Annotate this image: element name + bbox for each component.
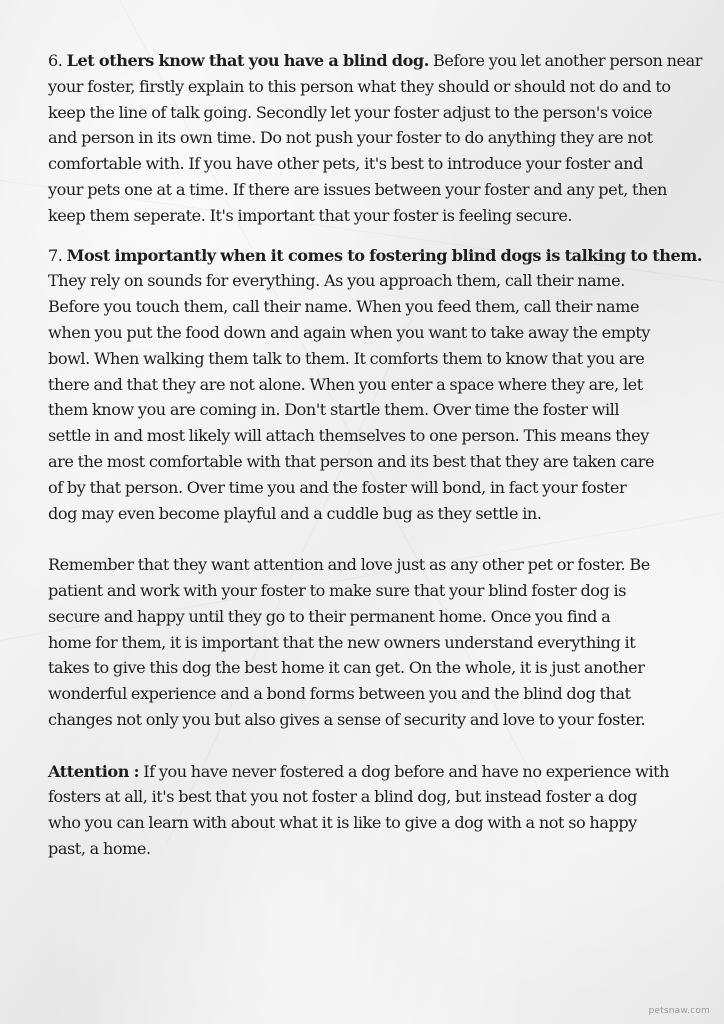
paragraph-gap xyxy=(48,229,724,243)
paragraph-line: home for them, it is important that the new owners understand everything it xyxy=(48,632,636,652)
paragraph-line: keep them seperate. It's important that your foster is feeling secure. xyxy=(48,205,573,225)
paragraph-line: there and that they are not alone. When you enter a space where they are, let xyxy=(48,374,643,394)
paragraph-line xyxy=(48,759,724,785)
tip-7-paragraph xyxy=(48,243,724,527)
paragraph-line: them know you are coming in. Don't startle them. Over time the foster will xyxy=(48,400,620,420)
paragraph-line: dog may even become playful and a cuddle bug as they settle in. xyxy=(48,503,542,523)
paragraph-text: If you have never fostered a dog before and have no experience with xyxy=(139,761,670,781)
paragraph-line: They rely on sounds for everything. As you approach them, call their name. xyxy=(48,271,625,291)
paragraph-text: Before you let another person near xyxy=(428,51,703,70)
paragraph-line xyxy=(48,48,724,74)
paragraph-line: changes not only you but also gives a sense of security and love to your foster. xyxy=(48,709,646,729)
paragraph-line: Remember that they want attention and love just as any other pet or foster. Be xyxy=(48,555,650,575)
paragraph-line: patient and work with your foster to make sure that your blind foster dog is xyxy=(48,580,627,600)
paragraph-line: settle in and most likely will attach themselves to one person. This means they xyxy=(48,426,649,446)
paragraph-line: fosters at all, it's best that you not foster a blind dog, but instead foster a dog xyxy=(48,787,637,807)
paragraph-line: takes to give this dog the best home it can get. On the whole, it is just another xyxy=(48,658,645,678)
paragraph-line: comfortable with. If you have other pets, it's best to introduce your foster and xyxy=(48,154,643,174)
paragraph-line: when you put the food down and again when you want to take away the empty xyxy=(48,322,651,342)
tip-number: 6. xyxy=(48,51,63,70)
attention-label: Attention : xyxy=(48,761,140,781)
paragraph-gap xyxy=(48,733,724,759)
paragraph-line: keep the line of talk going. Secondly let your foster adjust to the person's voice xyxy=(48,102,653,122)
paragraph-line xyxy=(48,243,724,269)
paragraph-line: of by that person. Over time you and the foster will bond, in fact your foster xyxy=(48,477,627,497)
paragraph-line: Before you touch them, call their name. When you feed them, call their name xyxy=(48,297,640,317)
attention-paragraph xyxy=(48,759,724,862)
remember-paragraph xyxy=(48,552,724,733)
paragraph-line: and person in its own time. Do not push your foster to do anything they are not xyxy=(48,128,653,148)
paragraph-line: secure and happy until they go to their permanent home. Once you find a xyxy=(48,606,611,626)
paragraph-line: your foster, firstly explain to this person what they should or should not do and to xyxy=(48,76,671,96)
paragraph-line: bowl. When walking them talk to them. It comforts them to know that you are xyxy=(48,348,645,368)
tip-6-paragraph xyxy=(48,48,724,229)
paragraph-line: who you can learn with about what it is like to give a dog with a not so happy xyxy=(48,813,637,833)
article-body xyxy=(48,48,724,862)
tip-heading: Most importantly when it comes to fostering blind dogs is talking to them. xyxy=(66,245,702,265)
site-watermark: petsnaw.com xyxy=(648,1006,710,1016)
paragraph-line: are the most comfortable with that person and its best that they are taken care xyxy=(48,451,655,471)
tip-heading: Let others know that you have a blind dog. xyxy=(66,51,429,70)
paragraph-gap xyxy=(48,526,724,552)
paragraph-line: past, a home. xyxy=(48,838,151,858)
paragraph-line: your pets one at a time. If there are issues between your foster and any pet, then xyxy=(48,179,667,199)
paragraph-line: wonderful experience and a bond forms between you and the blind dog that xyxy=(48,684,631,704)
tip-number: 7. xyxy=(48,245,63,265)
